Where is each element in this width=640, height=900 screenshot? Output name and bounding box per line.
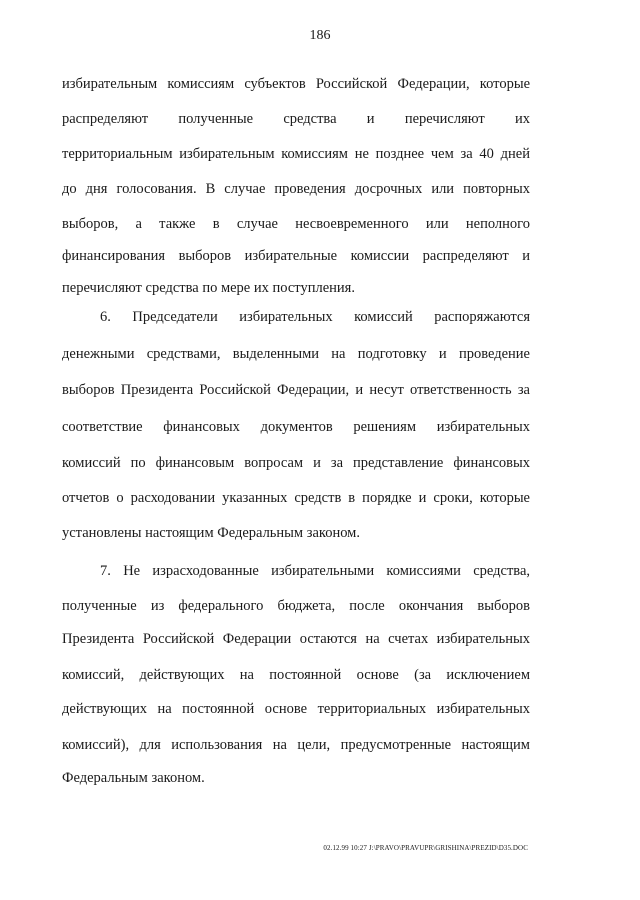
text-line: территориальным избирательным комиссиям не позднее чем за 40 дней — [62, 146, 530, 162]
text-line: 6. Председатели избирательных комиссий распоряжаются — [100, 309, 530, 325]
text-line: отчетов о расходовании указанных средств в порядке и сроки, которые — [62, 490, 530, 506]
text-line: комиссий, действующих на постоянной основе (за исключением — [62, 667, 530, 683]
text-line: выборов, а также в случае несвоевременного или неполного — [62, 216, 530, 232]
text-line: финансирования выборов избирательные комиссии распределяют и — [62, 248, 530, 264]
text-line: распределяют полученные средства и перечисляют их — [62, 111, 530, 127]
text-line: полученные из федерального бюджета, после окончания выборов — [62, 598, 530, 614]
text-line: комиссий по финансовым вопросам и за представление финансовых — [62, 455, 530, 471]
text-line: денежными средствами, выделенными на подготовку и проведение — [62, 346, 530, 362]
text-line: Президента Российской Федерации остаются на счетах избирательных — [62, 631, 530, 647]
text-line: действующих на постоянной основе территориальных избирательных — [62, 701, 530, 717]
text-line: до дня голосования. В случае проведения досрочных или повторных — [62, 181, 530, 197]
text-line: Федеральным законом. — [62, 770, 205, 786]
page-number: 186 — [309, 28, 331, 43]
text-line: выборов Президента Российской Федерации, и несут ответственность за — [62, 382, 530, 398]
document-footer: 02.12.99 10:27 J:\PRAVO\PRAVUPR\GRISHINA\PREZID\D35.DOC — [323, 844, 528, 852]
text-line: комиссий), для использования на цели, предусмотренные настоящим — [62, 737, 530, 753]
text-line: установлены настоящим Федеральным законом. — [62, 525, 360, 541]
text-line: соответствие финансовых документов решениям избирательных — [62, 419, 530, 435]
text-line: избирательным комиссиям субъектов Российской Федерации, которые — [62, 76, 530, 92]
text-line: перечисляют средства по мере их поступления. — [62, 280, 355, 296]
text-line: 7. Не израсходованные избирательными комиссиями средства, — [100, 563, 530, 579]
